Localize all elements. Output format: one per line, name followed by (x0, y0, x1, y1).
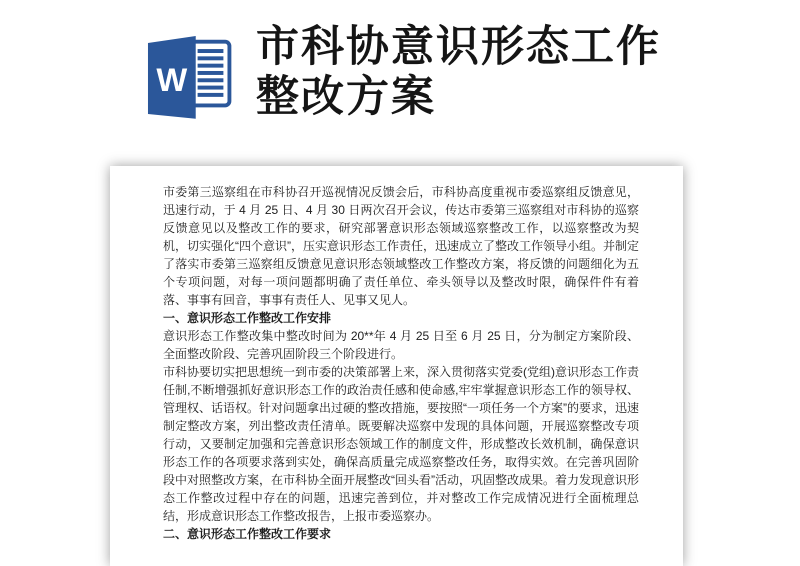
document-header (0, 0, 800, 140)
page-title (256, 22, 661, 122)
word-file-icon (146, 34, 232, 120)
page-title-line-2: 整改方案 (256, 73, 436, 121)
paragraph-intro: 市委第三巡察组在市科协召开巡视情况反馈会后，市科协高度重视市委巡察组反馈意见，迅速行动，于 4 月 25 日、4 月 30 日两次召开会议，传达市委第三巡察组对市科协的巡察反馈意见以及整改工作的要求，研究部署意识形态领域巡察整改工作，以巡察整改为契机，切实强化“四个意识”，压实意识形态工作责任，迅速成立了整改工作领导小组。并制定了落实市委第三巡察组反馈意见意识形态领域整改工作整改方案，将反馈的问题细化为五个专项问题，对每一项问题都明确了责任单位、牵头领导以及整改时限，确保件件有着落、事事有回音，事事有责任人、见事又见人。 (163, 185, 639, 307)
document-page (110, 166, 683, 566)
paragraph-measures: 市科协要切实把思想统一到市委的决策部署上来，深入贯彻落实党委(党组)意识形态工作责任制,不断增强抓好意识形态工作的政治责任感和使命感,牢牢掌握意识形态工作的领导权、管理权、话语权。针对问题拿出过硬的整改措施，要按照“一项任务一个方案”的要求，迅速制定整改方案，列出整改责任清单。既要解决巡察中发现的具体问题，开展巡察整改专项行动，又要制定加强和完善意识形态领域工作的制度文件，形成整改长效机制，确保意识形态工作的各项要求落到实处，确保高质量完成巡察整改任务，取得实效。在完善巩固阶段中对照整改方案，在市科协全面开展整改“回头看”活动，巩固整改成果。着力发现意识形态工作整改过程中存在的问题，迅速完善到位，并对整改工作完成情况进行全面梳理总结，形成意识形态工作整改报告，上报市委巡察办。 (163, 365, 639, 523)
section-heading-2-clipped: 二、意识形态工作整改工作要求 (163, 527, 332, 541)
paragraph-schedule: 意识形态工作整改集中整改时间为 20**年 4 月 25 日至 6 月 25 日，分为制定方案阶段、全面整改阶段、完善巩固阶段三个阶段进行。 (163, 329, 639, 361)
section-heading-1: 一、意识形态工作整改工作安排 (163, 311, 332, 325)
word-icon-letter: W (156, 60, 188, 98)
page-title-line-1: 市科协意识形态工作 (256, 23, 661, 71)
